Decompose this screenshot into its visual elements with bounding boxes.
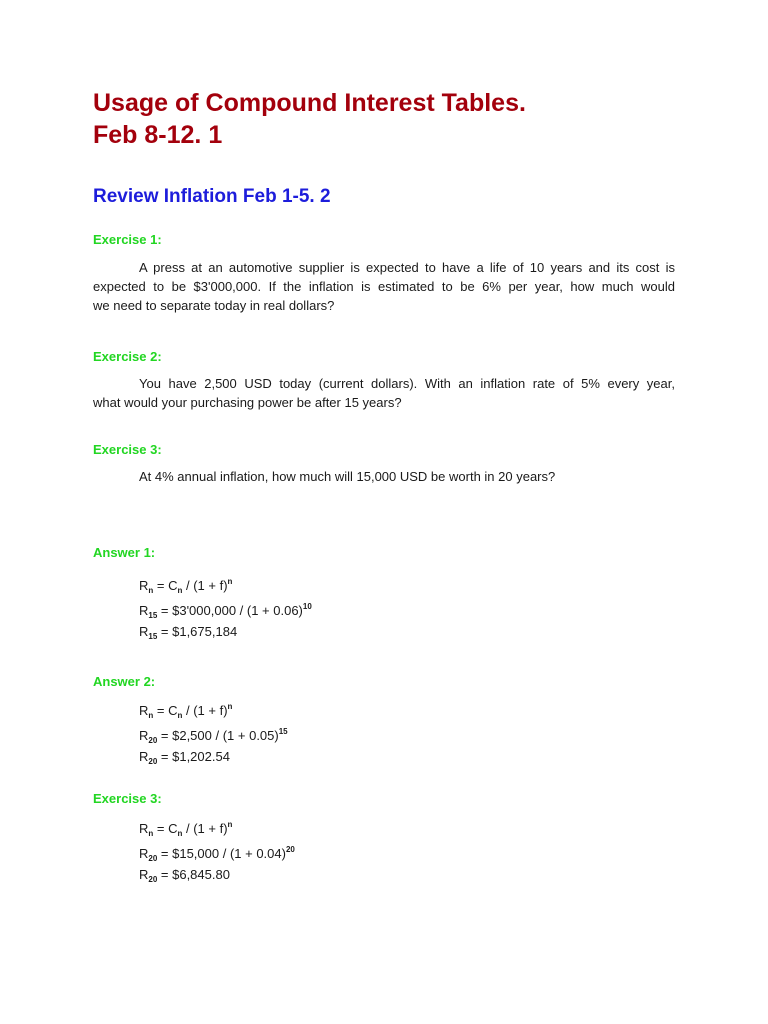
answer-1-label: Answer 1: <box>93 545 156 560</box>
answer-1-general-formula: $R_n = C_n / (1 + f)^n$ <box>139 577 233 595</box>
exercise-2-text <box>93 374 675 412</box>
exercise-2-label: Exercise 2: <box>93 349 162 364</box>
exercise-1-label: Exercise 1: <box>93 232 162 247</box>
answer-1-step: $R_{15}$ = $3'000,000 / $(1 + 0.06)^{10}$ <box>139 602 312 620</box>
exercise-1-text <box>93 258 675 315</box>
exercise-2-line-1: You have 2,500 USD today (current dollars). With an inflation rate of 5% every year, <box>139 376 675 391</box>
answer-3-step: $R_{20}$ = $15,000 / $(1 + 0.04)^{20}$ <box>139 845 295 863</box>
answer-1-result: $R_{15}$ = $1,675,184 <box>139 624 238 641</box>
answer-2-general-formula: $R_n = C_n / (1 + f)^n$ <box>139 702 233 720</box>
answer-3-label: Exercise 3: <box>93 791 162 806</box>
exercise-3-text <box>93 467 675 486</box>
answer-3-general-formula: $R_n = C_n / (1 + f)^n$ <box>139 820 233 838</box>
exercise-1-line-3: we need to separate today in real dollars? <box>93 298 335 313</box>
section-heading: Review Inflation Feb 1-5. 2 <box>93 186 331 207</box>
answer-2-label: Answer 2: <box>93 674 156 689</box>
exercise-2-line-2: what would your purchasing power be after 15 years? <box>93 395 402 410</box>
exercise-3-label: Exercise 3: <box>93 442 162 457</box>
exercise-3-line-1: At 4% annual inflation, how much will 15,000 USD be worth in 20 years? <box>139 469 556 484</box>
exercise-1-line-1: A press at an automotive supplier is expected to have a life of 10 years and its cost is <box>139 260 675 275</box>
document-title-line-2: Feb 8-12. 1 <box>93 121 223 149</box>
answer-2-result: $R_{20}$ = $1,202.54 <box>139 749 230 766</box>
answer-2-step: $R_{20}$ = $2,500 / $(1 + 0.05)^{15}$ <box>139 727 288 745</box>
exercise-1-line-2: expected to be $3'000,000. If the inflation is estimated to be 6% per year, how much would <box>93 279 675 294</box>
document-title-line-1: Usage of Compound Interest Tables. <box>93 89 526 117</box>
answer-3-result: $R_{20}$ = $6,845.80 <box>139 867 230 884</box>
